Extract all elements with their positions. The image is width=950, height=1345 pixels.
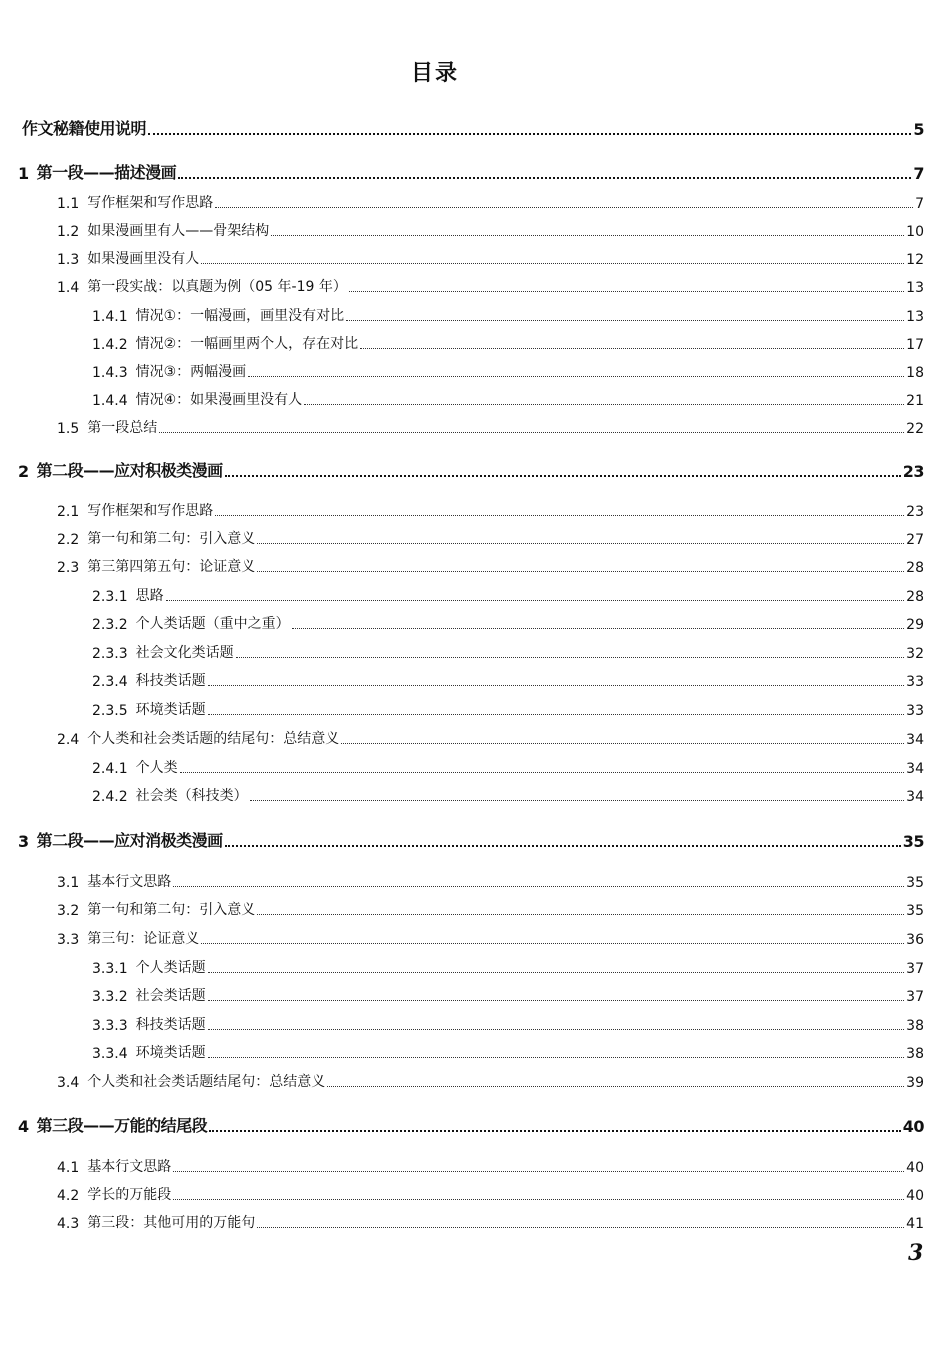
toc-entry-page: 7 <box>915 196 924 212</box>
toc-entry[interactable] <box>92 985 924 1005</box>
dot-leader <box>225 475 901 477</box>
toc-entry-title: 环境类话题 <box>135 702 206 718</box>
toc-entry-page: 38 <box>906 1018 924 1034</box>
toc-entry[interactable] <box>18 1113 924 1136</box>
toc-entry[interactable] <box>57 899 924 919</box>
toc-entry-page: 27 <box>906 532 924 548</box>
toc-entry-title: 个人类和社会类话题结尾句：总结意义 <box>87 1074 326 1090</box>
toc-entry-number: 4.2 <box>57 1188 80 1204</box>
toc-entry-number: 2 <box>18 462 29 481</box>
toc-entry-title: 情况④：如果漫画里没有人 <box>135 392 303 408</box>
toc-entry-title: 第一句和第二句：引入意义 <box>87 531 256 547</box>
dot-leader <box>349 291 904 292</box>
toc-entry-page: 5 <box>913 120 924 139</box>
toc-entry-page: 39 <box>906 1075 924 1091</box>
toc-entry-page: 21 <box>906 393 924 409</box>
toc-entry-title: 第三段：其他可用的万能句 <box>87 1215 256 1231</box>
dot-leader <box>178 177 911 179</box>
toc-entry-page: 32 <box>906 646 924 662</box>
dot-leader <box>248 376 904 377</box>
toc-entry-number: 3 <box>18 832 29 851</box>
toc-entry-page: 28 <box>906 560 924 576</box>
dot-leader <box>201 263 904 264</box>
dot-leader <box>327 1086 904 1087</box>
dot-leader <box>346 320 904 321</box>
toc-entry[interactable] <box>92 305 924 325</box>
toc-entry-number: 2.1 <box>57 504 80 520</box>
toc-entry-page: 40 <box>906 1188 924 1204</box>
dot-leader <box>292 628 905 629</box>
toc-entry-title: 环境类话题 <box>135 1045 206 1061</box>
toc-entry[interactable] <box>57 276 924 296</box>
toc-entry-title: 基本行文思路 <box>87 1159 172 1175</box>
toc-entry-page: 28 <box>906 589 924 605</box>
dot-leader <box>208 1000 905 1001</box>
toc-entry-page: 23 <box>906 504 924 520</box>
dot-leader <box>271 235 904 236</box>
dot-leader <box>180 772 905 773</box>
toc-entry-title: 第三段——万能的结尾段 <box>36 1116 208 1135</box>
toc-entry[interactable] <box>92 757 924 777</box>
toc-entry-number: 2.4.1 <box>92 761 128 777</box>
toc-entry-number: 1.4 <box>57 280 80 296</box>
toc-entry-number: 4.1 <box>57 1160 80 1176</box>
toc-entry-title: 第一句和第二句：引入意义 <box>87 902 256 918</box>
toc-entry-number: 3.3.4 <box>92 1046 128 1062</box>
toc-entry[interactable] <box>18 160 924 183</box>
toc-entry-title: 科技类话题 <box>135 673 206 689</box>
dot-leader <box>159 432 904 433</box>
toc-entry-page: 13 <box>906 309 924 325</box>
toc-entry-number: 2.3.2 <box>92 617 128 633</box>
dot-leader <box>257 571 904 572</box>
toc-entry-number: 1 <box>18 164 29 183</box>
toc-entry-number: 1.3 <box>57 252 80 268</box>
toc-entry-title: 第二段——应对积极类漫画 <box>36 461 223 480</box>
toc-entry-title: 科技类话题 <box>135 1017 206 1033</box>
toc-entry-title: 情况②：一幅画里两个人，存在对比 <box>135 336 359 352</box>
toc-entry-title: 第一段实战：以真题为例（05 年-19 年） <box>87 279 347 295</box>
toc-entry-page: 35 <box>906 875 924 891</box>
dot-leader <box>257 543 904 544</box>
toc-entry-title: 个人类和社会类话题的结尾句：总结意义 <box>87 731 340 747</box>
toc-entry-page: 38 <box>906 1046 924 1062</box>
toc-entry-page: 41 <box>906 1216 924 1232</box>
toc-entry-title: 社会文化类话题 <box>135 645 234 661</box>
toc-entry-title: 基本行文思路 <box>87 874 172 890</box>
toc-entry-title: 写作框架和写作思路 <box>87 503 214 519</box>
toc-entry-page: 10 <box>906 224 924 240</box>
toc-entry[interactable] <box>92 585 924 605</box>
toc-entry-number: 4.3 <box>57 1216 80 1232</box>
toc-entry[interactable] <box>57 556 924 576</box>
page-title: 目录 <box>410 61 459 86</box>
toc-entry[interactable] <box>57 1071 924 1091</box>
toc-entry[interactable] <box>92 1014 924 1034</box>
toc-entry[interactable] <box>57 1212 924 1232</box>
dot-leader <box>208 1029 905 1030</box>
toc-entry-title: 第二段——应对消极类漫画 <box>36 831 223 850</box>
toc-entry[interactable] <box>18 458 924 481</box>
toc-entry-title: 如果漫画里没有人 <box>87 251 200 267</box>
dot-leader <box>173 1199 904 1200</box>
toc-entry[interactable] <box>57 1156 924 1176</box>
toc-entry[interactable] <box>18 828 924 851</box>
toc-entry-number: 1.5 <box>57 421 80 437</box>
dot-leader <box>225 845 901 847</box>
toc-entry[interactable] <box>57 248 924 268</box>
dot-leader <box>148 133 911 135</box>
toc-entry[interactable] <box>22 116 924 139</box>
toc-entry-number: 2.4.2 <box>92 789 128 805</box>
toc-entry-number: 2.3.1 <box>92 589 128 605</box>
toc-entry-page: 40 <box>906 1160 924 1176</box>
toc-entry-number: 3.2 <box>57 903 80 919</box>
dot-leader <box>360 348 904 349</box>
toc-entry[interactable] <box>57 871 924 891</box>
toc-entry[interactable] <box>92 670 924 690</box>
toc-entry[interactable] <box>57 1184 924 1204</box>
toc-entry-number: 1.4.2 <box>92 337 128 353</box>
toc-entry-page: 34 <box>906 732 924 748</box>
toc-entry-number: 1.2 <box>57 224 80 240</box>
toc-entry-number: 2.4 <box>57 732 80 748</box>
toc-entry[interactable] <box>57 528 924 548</box>
toc-entry[interactable] <box>92 389 924 409</box>
dot-leader <box>208 685 905 686</box>
toc-entry-title: 情况①：一幅漫画，画里没有对比 <box>135 308 345 324</box>
toc-entry-title: 情况③：两幅漫画 <box>135 364 247 380</box>
toc-entry[interactable] <box>92 699 924 719</box>
toc-entry-page: 7 <box>913 164 924 183</box>
toc-entry-title: 作文秘籍使用说明 <box>22 119 147 138</box>
toc-entry-number: 3.1 <box>57 875 80 891</box>
toc-entry-title: 第三句：论证意义 <box>87 931 200 947</box>
dot-leader <box>341 743 904 744</box>
toc-entry-title: 写作框架和写作思路 <box>87 195 214 211</box>
toc-entry[interactable] <box>92 957 924 977</box>
toc-entry-number: 2.3.5 <box>92 703 128 719</box>
dot-leader <box>209 1130 901 1132</box>
toc-entry-number: 2.3 <box>57 560 80 576</box>
toc-entry[interactable] <box>57 220 924 240</box>
dot-leader <box>208 972 905 973</box>
toc-entry[interactable] <box>92 361 924 381</box>
toc-entry[interactable] <box>92 333 924 353</box>
dot-leader <box>304 404 904 405</box>
toc-entry-page: 22 <box>906 421 924 437</box>
toc-entry[interactable] <box>92 642 924 662</box>
toc-entry[interactable] <box>57 728 924 748</box>
toc-entry[interactable] <box>57 500 924 520</box>
toc-entry[interactable] <box>57 928 924 948</box>
toc-entry-page: 17 <box>906 337 924 353</box>
toc-entry-title: 社会类（科技类） <box>135 788 248 804</box>
toc-entry-page: 37 <box>906 961 924 977</box>
toc-entry-page: 34 <box>906 761 924 777</box>
dot-leader <box>166 600 905 601</box>
toc-entry-number: 1.4.4 <box>92 393 128 409</box>
toc-entry-page: 18 <box>906 365 924 381</box>
toc-entry-page: 35 <box>902 832 924 851</box>
toc-entry[interactable] <box>57 417 924 437</box>
toc-entry-page: 34 <box>906 789 924 805</box>
toc-entry[interactable] <box>92 1042 924 1062</box>
dot-leader <box>173 886 904 887</box>
dot-leader <box>236 657 905 658</box>
toc-entry[interactable] <box>92 785 924 805</box>
toc-entry-number: 3.3.1 <box>92 961 128 977</box>
toc-entry-number: 2.3.3 <box>92 646 128 662</box>
toc-entry-number: 2.2 <box>57 532 80 548</box>
toc-entry-title: 个人类话题（重中之重） <box>135 616 290 632</box>
toc-entry-page: 23 <box>902 462 924 481</box>
toc-entry-page: 37 <box>906 989 924 1005</box>
dot-leader <box>250 800 905 801</box>
toc-entry-page: 12 <box>906 252 924 268</box>
toc-entry-page: 35 <box>906 903 924 919</box>
toc-entry-number: 2.3.4 <box>92 674 128 690</box>
toc-entry-number: 3.3.3 <box>92 1018 128 1034</box>
toc-entry-number: 1.1 <box>57 196 80 212</box>
toc-entry-title: 第三第四第五句：论证意义 <box>87 559 256 575</box>
toc-entry-page: 13 <box>906 280 924 296</box>
toc-entry-number: 1.4.1 <box>92 309 128 325</box>
toc-entry-title: 第一段总结 <box>87 420 158 436</box>
toc-entry-title: 如果漫画里有人——骨架结构 <box>87 223 270 239</box>
toc-entry-page: 33 <box>906 703 924 719</box>
toc-entry[interactable] <box>57 192 924 212</box>
dot-leader <box>215 207 913 208</box>
toc-entry-page: 40 <box>902 1117 924 1136</box>
dot-leader <box>201 943 904 944</box>
page-number: 3 <box>908 1240 924 1266</box>
toc-entry[interactable] <box>92 613 924 633</box>
toc-entry-title: 第一段——描述漫画 <box>36 163 177 182</box>
dot-leader <box>208 714 905 715</box>
toc-entry-title: 个人类话题 <box>135 960 206 976</box>
toc-entry-title: 思路 <box>135 588 164 604</box>
dot-leader <box>257 1227 904 1228</box>
toc-entry-number: 3.3 <box>57 932 80 948</box>
toc-entry-number: 3.3.2 <box>92 989 128 1005</box>
toc-entry-number: 3.4 <box>57 1075 80 1091</box>
dot-leader <box>208 1057 905 1058</box>
toc-entry-page: 33 <box>906 674 924 690</box>
toc-entry-number: 1.4.3 <box>92 365 128 381</box>
dot-leader <box>173 1171 904 1172</box>
toc-entry-title: 学长的万能段 <box>87 1187 172 1203</box>
toc-entry-page: 29 <box>906 617 924 633</box>
dot-leader <box>257 914 904 915</box>
toc-entry-number: 4 <box>18 1117 29 1136</box>
dot-leader <box>215 515 904 516</box>
toc-entry-title: 个人类 <box>135 760 178 776</box>
toc-entry-page: 36 <box>906 932 924 948</box>
toc-entry-title: 社会类话题 <box>135 988 206 1004</box>
